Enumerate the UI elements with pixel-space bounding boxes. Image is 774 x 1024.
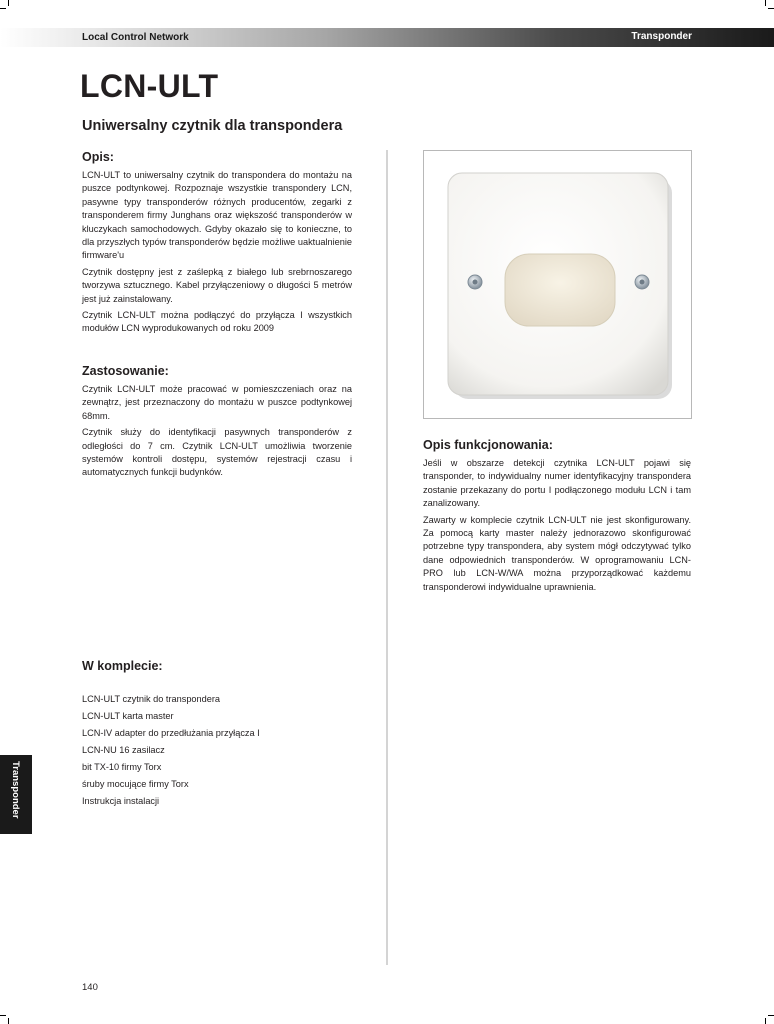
list-item: śruby mocujące firmy Torx — [82, 779, 189, 789]
section-w-komplecie — [82, 659, 352, 810]
crop-mark — [8, 1018, 9, 1024]
section-heading: Opis: — [82, 150, 114, 164]
paragraph: Czytnik LCN-ULT można podłączyć do przyłącza I wszystkich modułów LCN wyprodukowanych od roku 2009 — [82, 310, 352, 334]
product-photo — [423, 150, 692, 419]
column-divider — [386, 150, 388, 965]
section-zastosowanie — [82, 364, 352, 483]
kit-list — [82, 691, 352, 810]
section-opis — [82, 150, 352, 339]
list-item: Instrukcja instalacji — [82, 796, 160, 806]
paragraph: Jeśli w obszarze detekcji czytnika LCN-ULT pojawi się transponder, to indywidualny numer identyfikacyjny transpondera zostanie przekazany do portu I podłączonego modułu LCN i tam zanalizowany. — [423, 458, 691, 509]
list-item: LCN-IV adapter do przedłużania przyłącza I — [82, 728, 260, 738]
crop-mark — [768, 1015, 774, 1016]
header-left-label: Local Control Network — [82, 32, 189, 43]
crop-mark — [8, 0, 9, 6]
side-tab — [0, 755, 32, 834]
crop-mark — [765, 1018, 766, 1024]
page-number: 140 — [82, 982, 98, 993]
paragraph: Czytnik LCN-ULT może pracować w pomieszczeniach oraz na zewnątrz, jest przeznaczony do montażu w puszce podtynkowej 68mm. — [82, 384, 352, 421]
reader-device-illustration — [424, 151, 691, 418]
list-item: bit TX-10 firmy Torx — [82, 762, 162, 772]
paragraph: Czytnik dostępny jest z zaślepką z białego lub srebrnoszarego tworzywa sztucznego. Kabel przyłączeniowy o długości 5 metrów jest już zainstalowany. — [82, 266, 352, 304]
crop-mark — [768, 8, 774, 9]
list-item: LCN-ULT karta master — [82, 711, 174, 721]
page-title: LCN-ULT — [80, 68, 219, 104]
paragraph: Czytnik służy do identyfikacji pasywnych transponderów z odległości do 7 cm. Czytnik LCN-ULT umożliwia tworzenie systemów kontroli dostępu, systemów rejestracji czasu i automatycznych funkcji budynków. — [82, 427, 352, 478]
header-right-label: Transponder — [631, 31, 692, 42]
list-item: LCN-NU 16 zasilacz — [82, 745, 165, 755]
section-heading: Opis funkcjonowania: — [423, 438, 553, 452]
crop-mark — [0, 8, 6, 9]
side-tab-label: Transponder — [10, 761, 21, 819]
paragraph: Zawarty w komplecie czytnik LCN-ULT nie jest skonfigurowany. Za pomocą karty master należy jednorazowo skonfigurować potrzebne typy transpondera, aby system mógł odczytywać tylko dane odpowiednich transponderów. W oprogramowaniu LCN-PRO lub LCN-W/WA można przyporządkować każdemu transponderowi indywidualne uprawnienia. — [423, 514, 691, 592]
paragraph: LCN-ULT to uniwersalny czytnik do transpondera do montażu na puszce podtynkowej. Rozpoznaje wszystkie transpondery LCN, pasywne typy transponderów różnych producentów, zegarki z transponderem firmy Junghans oraz większość transponderów w kluczykach samochodowych. Gdyby okazało się to konieczne, to dla przyszłych typów transponderów będzie możliwe uaktualnienie firmware'u — [82, 170, 352, 261]
section-heading: Zastosowanie: — [82, 364, 169, 378]
crop-mark — [0, 1015, 6, 1016]
section-heading: W komplecie: — [82, 659, 163, 673]
list-item: LCN-ULT czytnik do transpondera — [82, 694, 221, 704]
crop-mark — [765, 0, 766, 6]
page-subtitle: Uniwersalny czytnik dla transpondera — [82, 118, 343, 134]
section-opis-funkcjonowania — [423, 438, 691, 597]
